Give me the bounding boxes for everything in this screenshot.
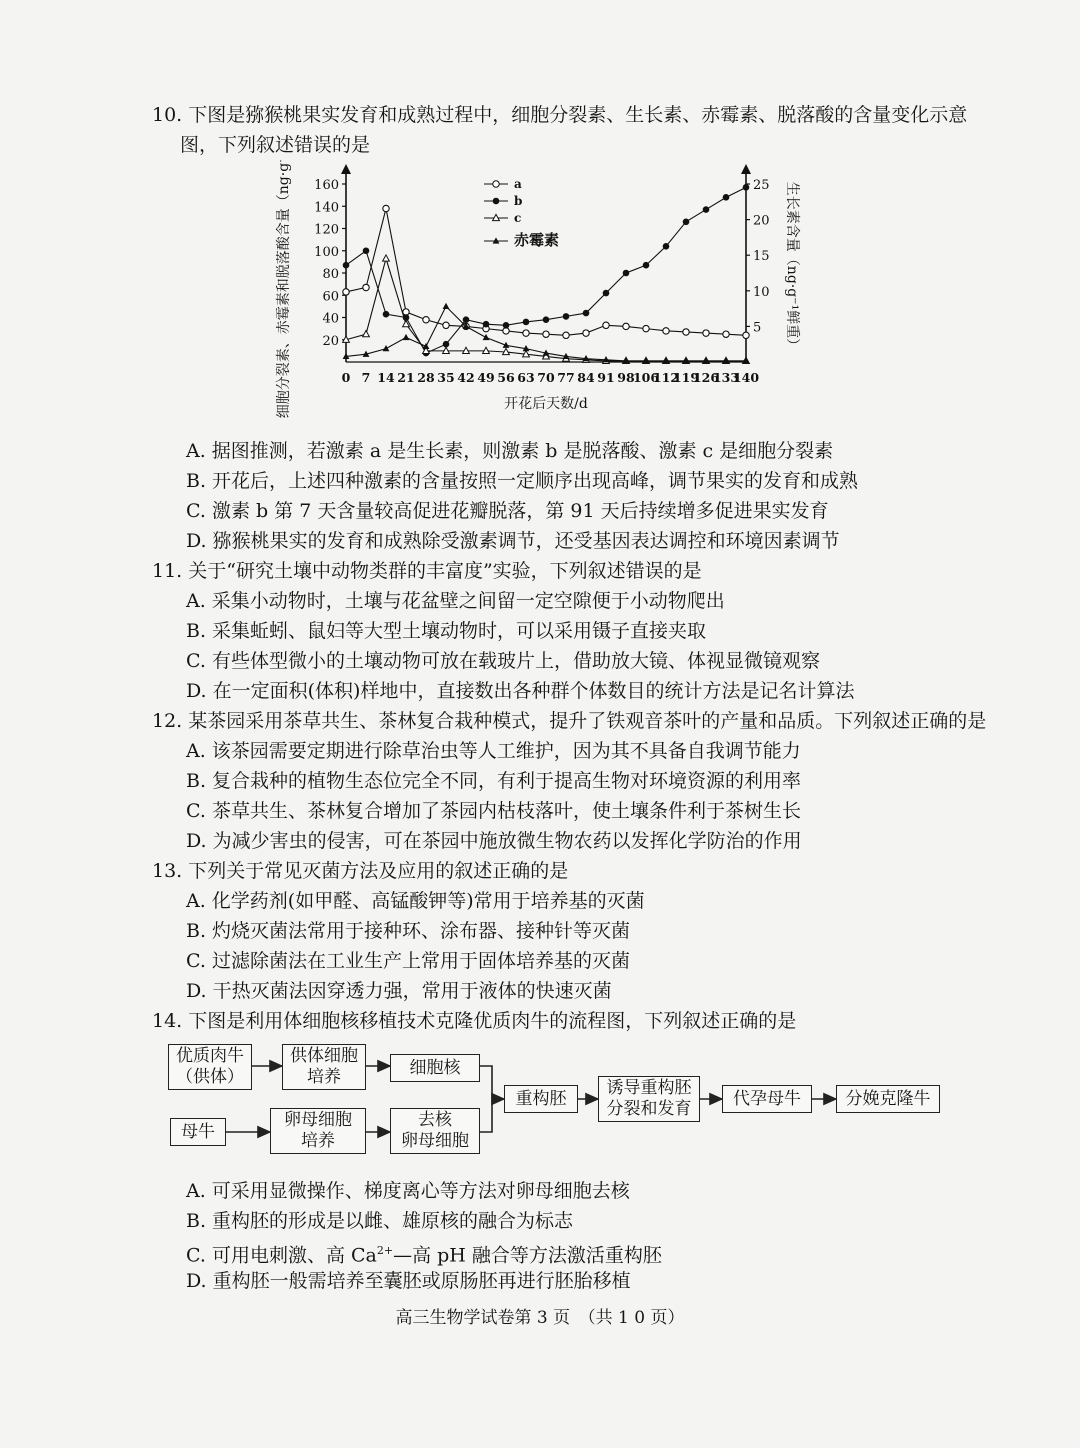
x-tick-label: 84 [577,370,595,385]
legend-label-c: c [514,211,522,225]
q11-option-a: A. 采集小动物时，土壤与花盆壁之间留一定空隙便于小动物爬出 [186,590,725,612]
point-b [383,311,390,318]
surrogate-label: 代孕母牛 [733,1088,801,1109]
point-b [503,322,510,329]
x-tick-label: 28 [417,370,435,385]
left-tick-label: 60 [322,289,339,305]
q13-option-c: C. 过滤除菌法在工业生产上常用于固体培养基的灭菌 [186,950,630,972]
q11-stem: 11. 关于“研究土壤中动物类群的丰富度”实验，下列叙述错误的是 [152,560,702,582]
point-b [643,262,650,269]
point-b [683,219,690,226]
point-赤霉素 [383,345,390,351]
point-赤霉素 [483,334,490,340]
surrogate-cow-box [722,1085,812,1113]
point-b [363,247,370,254]
q12-option-b: B. 复合栽种的植物生态位完全不同，有利于提高生物对环境资源的利用率 [186,770,802,792]
q14-stem: 14. 下图是利用体细胞核移植技术克隆优质肉牛的流程图，下列叙述正确的是 [152,1010,797,1032]
point-b [743,184,750,191]
point-c [363,331,370,337]
left-tick-label: 140 [314,200,339,216]
right-tick-label: 5 [753,320,762,336]
left-tick-label: 20 [322,333,339,349]
hormone-chart-svg [262,160,802,420]
q12-option-d: D. 为减少害虫的侵害，可在茶园中施放微生物农药以发挥化学防治的作用 [186,830,802,852]
right-tick-label: 10 [753,284,770,300]
oocyte-culture-line1: 卵母细胞 [284,1110,352,1130]
point-a [663,328,669,334]
point-b [523,319,530,326]
cloned-calf-box [836,1085,940,1113]
point-a [723,331,729,337]
x-tick-label: 98 [617,370,635,385]
cow-label: 母牛 [181,1121,215,1142]
point-b [463,316,470,323]
x-tick-label: 56 [497,370,515,385]
x-axis-title: 开花后天数/d [504,396,588,412]
point-a [603,322,609,328]
q12-stem: 12. 某茶园采用茶草共生、茶林复合栽种模式，提升了铁观音茶叶的产量和品质。下列叙述正确的是 [152,710,987,732]
point-a [443,322,449,328]
nucleus-label: 细胞核 [409,1057,461,1078]
x-tick-label: 35 [437,370,455,385]
page-footer: 高三生物学试卷第 3 页 （共 1 0 页） [395,1308,685,1328]
q14-option-c-sup: 2+ [376,1244,394,1257]
point-c [383,255,390,261]
x-tick-label: 106 [632,370,660,385]
q13-option-a: A. 化学药剂(如甲醛、高锰酸钾等)常用于培养基的灭菌 [186,890,645,912]
point-a [683,329,689,335]
q10-option-d: D. 猕猴桃果实的发育和成熟除受激素调节，还受基因表达调控和环境因素调节 [186,530,840,552]
embryo-label: 重构胚 [515,1088,567,1109]
point-a [583,330,589,336]
x-tick-label: 49 [477,370,495,385]
donor-line2: （供体） [176,1067,244,1087]
right-tick-label: 20 [753,213,770,229]
legend-label-a: a [514,177,522,191]
left-tick-label: 80 [322,267,339,282]
enucleated-oocyte-box [390,1108,480,1154]
x-tick-label: 91 [597,370,615,385]
point-a [643,325,649,331]
x-tick-label: 77 [557,370,575,385]
x-tick-label: 63 [517,370,535,385]
point-赤霉素 [403,334,410,340]
enucleated-line1: 去核 [418,1110,452,1130]
right-axis-title: 生长素含量（ng·g⁻¹鲜重） [784,181,800,353]
bracket-merge [480,1066,492,1132]
q11-option-d: D. 在一定面积(体积)样地中，直接数出各种群个体数目的统计方法是记名计算法 [186,680,855,702]
point-a [363,284,369,290]
x-tick-label: 112 [652,370,680,385]
point-b [703,206,710,213]
point-a [703,330,709,336]
x-tick-label: 140 [732,370,760,385]
enucleated-line2: 卵母细胞 [401,1131,469,1151]
right-axis-arrow [741,164,751,174]
point-a [383,205,389,211]
right-tick-label: 15 [753,249,770,265]
point-a [623,323,629,329]
q11-option-b: B. 采集蚯蚓、鼠妇等大型土壤动物时，可以采用镊子直接夹取 [186,620,707,642]
x-tick-label: 70 [537,370,555,385]
oocyte-culture-box [270,1108,366,1154]
reconstructed-embryo-box [504,1085,578,1113]
oocyte-culture-line2: 培养 [301,1131,335,1151]
point-b [583,310,590,317]
q14-option-c-post: —高 pH 融合等方法激活重构胚 [393,1244,662,1267]
point-a [563,332,569,338]
q14-option-d: D. 重构胚一般需培养至囊胚或原肠胚再进行胚胎移植 [186,1270,631,1292]
q14-option-a: A. 可采用显微操作、梯度离心等方法对卵母细胞去核 [186,1180,630,1202]
point-b [663,243,670,250]
point-b [543,316,550,323]
point-赤霉素 [443,303,450,309]
q14-option-b: B. 重构胚的形成是以雌、雄原核的融合为标志 [186,1210,574,1232]
x-tick-label: 14 [377,370,395,385]
x-tick-label: 42 [457,370,475,385]
cow-box [170,1118,226,1146]
x-tick-label: 126 [692,370,720,385]
x-tick-label: 7 [361,370,371,385]
q13-option-d: D. 干热灭菌法因穿透力强，常用于液体的快速灭菌 [186,980,612,1002]
point-a [543,331,549,337]
q13-option-b: B. 灼烧灭菌法常用于接种环、涂布器、接种针等灭菌 [186,920,631,942]
left-tick-label: 100 [314,244,339,260]
left-axis-arrow [341,164,351,174]
q10-option-b: B. 开花后，上述四种激素的含量按照一定顺序出现高峰，调节果实的发育和成熟 [186,470,859,492]
legend-label-b: b [514,194,523,208]
point-a [523,330,529,336]
q10-stem-line2: 图，下列叙述错误的是 [180,134,371,156]
legend-marker-b [493,198,500,205]
point-a [403,309,409,315]
donor-cattle-box [168,1044,252,1090]
birth-label: 分娩克隆牛 [845,1088,931,1109]
point-b [343,262,350,269]
point-b [723,194,730,201]
left-tick-label: 40 [322,311,339,327]
nucleus-box [390,1054,480,1082]
donor-line1: 优质肉牛 [176,1046,244,1066]
induce-line1: 诱导重构胚 [606,1078,692,1098]
induce-development-box [598,1076,700,1122]
point-a [423,317,429,323]
point-b [623,270,630,277]
q10-stem-line1: 10. 下图是猕猴桃果实发育和成熟过程中，细胞分裂素、生长素、赤霉素、脱落酸的含量变化示意 [152,104,968,126]
point-b [603,290,610,297]
point-a [343,289,349,295]
hormone-chart [262,160,802,420]
legend-marker-a [493,181,499,187]
q14-option-c-pre: C. 可用电刺激、高 Ca [186,1244,377,1267]
point-a [503,328,509,334]
q10-option-c: C. 激素 b 第 7 天含量较高促进花瓣脱落，第 91 天后持续增多促进果实发育 [186,500,829,522]
left-axis-title: 细胞分裂素、赤霉素和脱落酸含量（ng·g⁻¹鲜重） [276,160,292,419]
point-a [743,332,749,338]
donor-culture-line1: 供体细胞 [290,1046,358,1066]
right-tick-label: 25 [753,178,770,193]
legend-label-赤霉素: 赤霉素 [514,231,560,249]
x-tick-label: 133 [712,370,740,385]
x-tick-label: 21 [397,370,415,385]
x-tick-label: 0 [341,370,351,385]
point-b [563,313,570,320]
cloning-flowchart [160,1034,960,1164]
q10-option-a: A. 据图推测，若激素 a 是生长素，则激素 b 是脱落酸、激素 c 是细胞分裂素 [186,440,834,462]
q13-stem: 13. 下列关于常见灭菌方法及应用的叙述正确的是 [152,860,569,882]
q11-option-c: C. 有些体型微小的土壤动物可放在载玻片上，借助放大镜、体视显微镜观察 [186,650,820,672]
x-tick-label: 119 [672,370,700,385]
donor-culture-line2: 培养 [307,1067,341,1087]
q12-option-a: A. 该茶园需要定期进行除草治虫等人工维护，因为其不具备自我调节能力 [186,740,801,762]
point-b [483,321,490,328]
q12-option-c: C. 茶草共生、茶林复合增加了茶园内枯枝落叶，使土壤条件利于茶树生长 [186,800,801,822]
left-tick-label: 160 [314,178,339,193]
induce-line2: 分裂和发育 [606,1099,692,1119]
left-tick-label: 120 [314,222,339,238]
donor-cell-culture-box [282,1044,366,1090]
